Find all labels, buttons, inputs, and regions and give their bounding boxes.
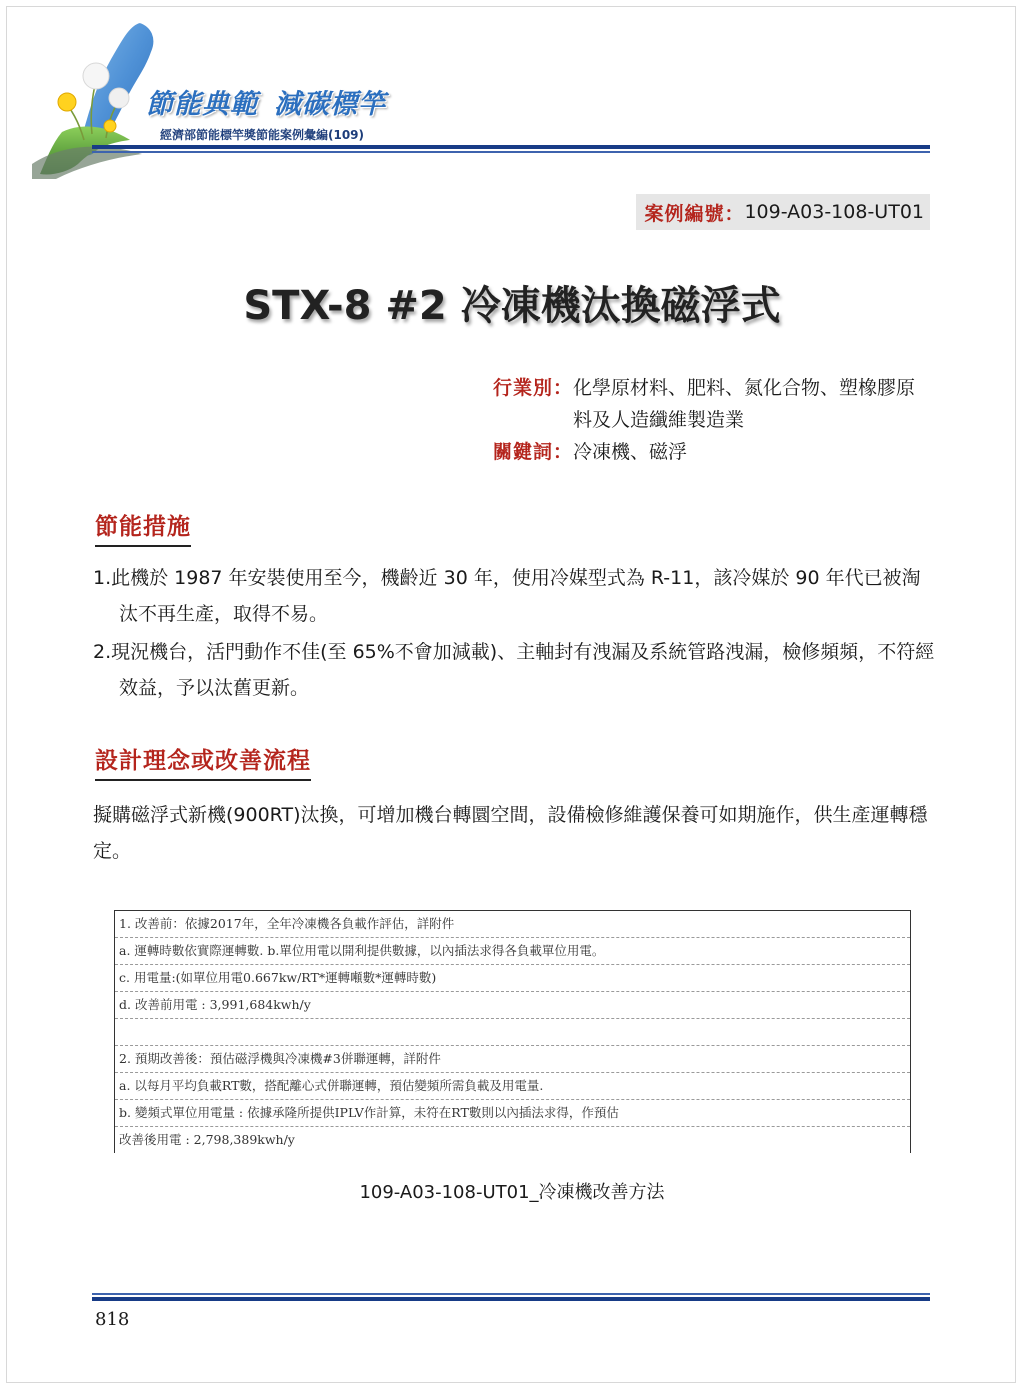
- design-paragraph: 擬購磁浮式新機(900RT)汰換，可增加機台轉圜空間，設備檢修維護保養可如期施作，供生產運轉穩定。: [93, 804, 928, 862]
- case-number-badge: [636, 194, 930, 230]
- keywords-value: 冷凍機、磁浮: [573, 441, 688, 463]
- list-item: 2.現況機台，活門動作不佳(至 65%不會加減載)、主軸封有洩漏及系統管路洩漏，檢修頻頻，不符經效益，予以汰舊更新。: [93, 641, 935, 699]
- case-number-value: 109-A03-108-UT01: [744, 201, 924, 223]
- table-row: 2. 預期改善後：預估磁浮機與冷凍機#3併聯運轉，詳附件: [115, 1046, 910, 1073]
- main-title: STX-8 #2 冷凍機汰換磁浮式: [243, 283, 781, 329]
- header-subtitle: 經濟部節能標竿獎節能案例彙編(109): [160, 128, 365, 142]
- table-row: b. 變頻式單位用電量 : 依據承隆所提供IPLV作計算，未符在RT數則以內插法求得，作預估: [115, 1100, 910, 1127]
- table-row: c. 用電量:(如單位用電0.667kw/RT*運轉噸數*運轉時數): [115, 965, 910, 992]
- case-meta: [493, 372, 915, 468]
- keywords-label: 關鍵詞：: [493, 441, 574, 463]
- table-row: a. 運轉時數依實際運轉數. b.單位用電以開利提供數據，以內插法求得各負載單位用電。: [115, 938, 910, 965]
- table-row: 改善後用電 : 2,798,389kwh/y: [119, 1132, 295, 1147]
- industry-row: [493, 372, 915, 436]
- table-row-empty: [115, 1019, 910, 1046]
- header-title-part2: 減碳標竿: [274, 89, 386, 120]
- table-row: d. 改善前用電 : 3,991,684kwh/y: [115, 992, 910, 1019]
- design-heading: 設計理念或改善流程: [95, 742, 311, 781]
- keywords-row: [493, 436, 915, 468]
- measures-list: [93, 560, 938, 708]
- header-title-part1: 節能典範: [146, 89, 258, 120]
- industry-label: 行業別：: [493, 377, 574, 399]
- table-row: 1. 改善前：依據2017年，全年冷凍機各負載作評估，詳附件: [115, 911, 910, 938]
- list-item: 1.此機於 1987 年安裝使用至今，機齡近 30 年，使用冷媒型式為 R-11，該冷媒於 90 年代已被淘汰不再生產，取得不易。: [93, 567, 921, 625]
- figure-caption: 109-A03-108-UT01_冷凍機改善方法: [359, 1182, 665, 1203]
- improvement-method-figure: [114, 910, 911, 1153]
- case-number-label: 案例編號：: [644, 202, 745, 225]
- industry-value: 化學原材料、肥料、氮化合物、塑橡膠原料及人造纖維製造業: [573, 377, 916, 431]
- measures-heading: 節能措施: [95, 508, 191, 547]
- table-row: a. 以每月平均負載RT數，搭配離心式併聯運轉，預估變頻所需負載及用電量.: [115, 1073, 910, 1100]
- header-rule: [92, 145, 930, 155]
- page-number: 818: [95, 1309, 130, 1330]
- header-title: [146, 82, 386, 121]
- footer-rule: [92, 1293, 930, 1303]
